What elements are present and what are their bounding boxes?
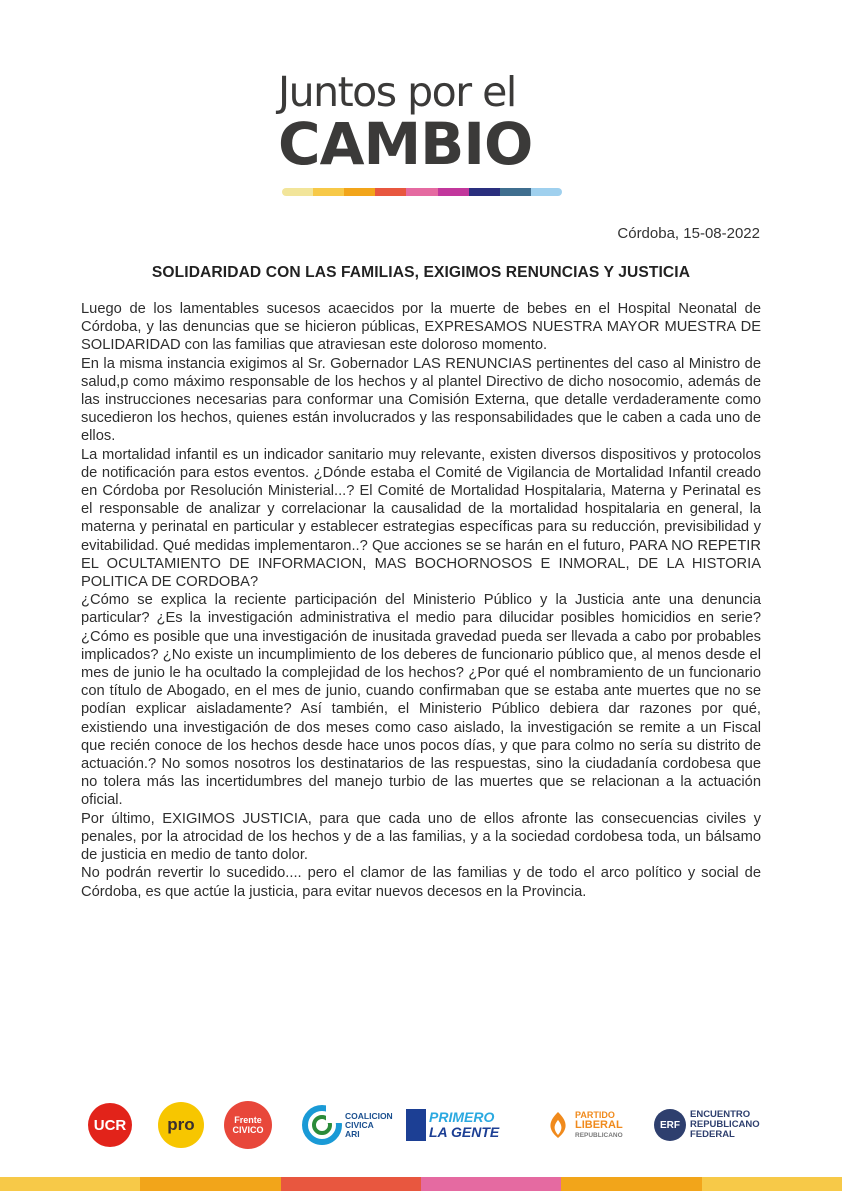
pro-badge: pro [158,1102,204,1148]
logo-color-stripe [282,188,562,196]
footer-stripe-segment [702,1177,842,1191]
erf-line-1: ENCUENTRO [690,1109,751,1120]
coalicion-line-2: CIVICA [345,1119,374,1130]
stripe-segment [406,188,437,196]
primero-line-2: LA GENTE [429,1124,500,1140]
footer-stripe-segment [561,1177,701,1191]
stripe-segment [313,188,344,196]
stripe-segment [438,188,469,196]
frente-civico-badge [224,1101,272,1149]
logo-line-1: Juntos por el [278,68,516,116]
partido-line-2: LIBERAL [575,1118,623,1131]
frente-civico-line-1: Frente [234,1115,262,1125]
primero-la-gente-logo [406,1097,526,1153]
coalicion-civica-ari-logo [302,1097,402,1153]
document-date: Córdoba, 15-08-2022 [617,225,760,242]
partner-logos [88,1097,768,1153]
juntos-por-el-cambio-logo [278,68,568,178]
stripe-segment [500,188,531,196]
stripe-segment [375,188,406,196]
liberal-flame-icon [544,1110,572,1140]
erf-text [690,1110,760,1140]
footer-stripe-segment [0,1177,140,1191]
primero-line-1: PRIMERO [429,1109,495,1125]
paragraph: Luego de los lamentables sucesos acaecidos por la muerte de bebes en el Hospital Neonatal de Córdoba, y las denuncias que se hicieron públicas, EXPRESAMOS NUESTRA MAYOR MUESTRA DE SOLIDARIDAD con las familias que atraviesan este doloroso momento. [81,301,761,354]
paragraph: ¿Cómo se explica la reciente participación del Ministerio Público y la Justicia ante una denuncia particular? ¿Es la investigación administrativa el medio para dilucidar posibles homicidios en serie? ¿Cómo es posible que una investigación de inusitada gravedad pueda ser llevada a cabo por probables implicados? ¿No existe un incumplimiento de los deberes de funcionario público que, al menos desde el mes de junio le ha ocultado la complejidad de los hechos? ¿Por qué el nombramiento de un funcionario con título de Abogado, en el mes de junio, cuando confirmaban que se estaba ante muertes que no se podían explicar aisladamente? Así también, el Ministerio Público debiera dar razones por qué, existiendo una investigación de dos meses como caso aislado, la investigación se remite a un Fiscal que recién conoce de los hechos desde hace unos pocos días, y que para colmo no sería su distrito de actuación.? No somos nosotros los destinatarios de las respuestas, sino la ciudadanía cordobesa que no tolera más las incertidumbres del manejo turbio de las muertes que se relacionan a la actuación oficial. [81,592,761,809]
encuentro-republicano-federal-logo [654,1097,774,1153]
paragraph: La mortalidad infantil es un indicador sanitario muy relevante, existen diversos dispositivos y protocolos de notificación para estos eventos. ¿Dónde estaba el Comité de Vigilancia de Mortalidad Infantil creado en Córdoba por Resolución Ministerial...? El Comité de Mortalidad Hospitalaria, Materna y Perinatal es el responsable de analizar y correlacionar la causalidad de la mortalidad hospitalaria en general, la materna y perinatal en particular y establecer estrategias específicas para su reducción, previsibilidad y evitabilidad. Qué medidas implementaron..? Que acciones se se harán en el futuro, PARA NO REPETIR EL OCULTAMIENTO DE INFORMACION, MAS BOCHORNOSOS E INMORAL, DE LA HISTORIA POLITICA DE CORDOBA? [81,446,761,591]
partido-liberal-republicano-logo [544,1097,640,1153]
partido-liberal-text [575,1110,623,1141]
stripe-segment [531,188,562,196]
erf-line-2: REPUBLICANO [690,1119,760,1130]
pro-logo [158,1097,208,1153]
stripe-segment [344,188,375,196]
footer-stripe-segment [281,1177,421,1191]
primero-la-gente-icon [406,1109,426,1141]
ucr-badge: UCR [88,1103,132,1147]
partido-line-1: PARTIDO [575,1109,615,1120]
document-body [81,300,761,901]
coalicion-civica-text [345,1112,393,1139]
paragraph: En la misma instancia exigimos al Sr. Gobernador LAS RENUNCIAS pertinentes del caso al Ministro de salud,p como máximo responsable de los hechos y al plantel Directivo de dicho nosocomio, además de las instrucciones necesarias para conformar una Comisión Externa, que detalle verdaderamente como sucedieron los hechos, quienes están involucrados y las responsabilidades que le caben a cada uno de ellos. [81,355,761,445]
coalicion-line-3: ARI [345,1128,360,1139]
footer-stripe-segment [421,1177,561,1191]
frente-civico-logo [224,1097,278,1153]
logo-line-2: CAMBIO [278,110,533,178]
erf-badge: ERF [654,1109,686,1141]
paragraph: No podrán revertir lo sucedido.... pero el clamor de las familias y de todo el arco político y social de Córdoba, es que actúe la justicia, para evitar nuevos decesos en la Provincia. [81,865,761,900]
stripe-segment [282,188,313,196]
footer-color-stripe [0,1177,842,1191]
ucr-logo [88,1097,134,1153]
stripe-segment [469,188,500,196]
partido-line-3: REPUBLICANO [575,1131,623,1139]
erf-line-3: FEDERAL [690,1129,735,1140]
coalicion-line-1: COALICION [345,1110,393,1121]
primero-la-gente-text [429,1110,499,1140]
document-title: SOLIDARIDAD CON LAS FAMILIAS, EXIGIMOS RENUNCIAS Y JUSTICIA [151,264,691,281]
coalicion-civica-icon [302,1105,342,1145]
footer-stripe-segment [140,1177,280,1191]
paragraph: Por último, EXIGIMOS JUSTICIA, para que cada uno de ellos afronte las consecuencias civiles y penales, por la atrocidad de los hechos y de a las familias, y a la sociedad cordobesa toda, un bálsamo de justicia en medio de tanto dolor. [81,810,761,864]
frente-civico-line-2: CIVICO [232,1125,264,1135]
